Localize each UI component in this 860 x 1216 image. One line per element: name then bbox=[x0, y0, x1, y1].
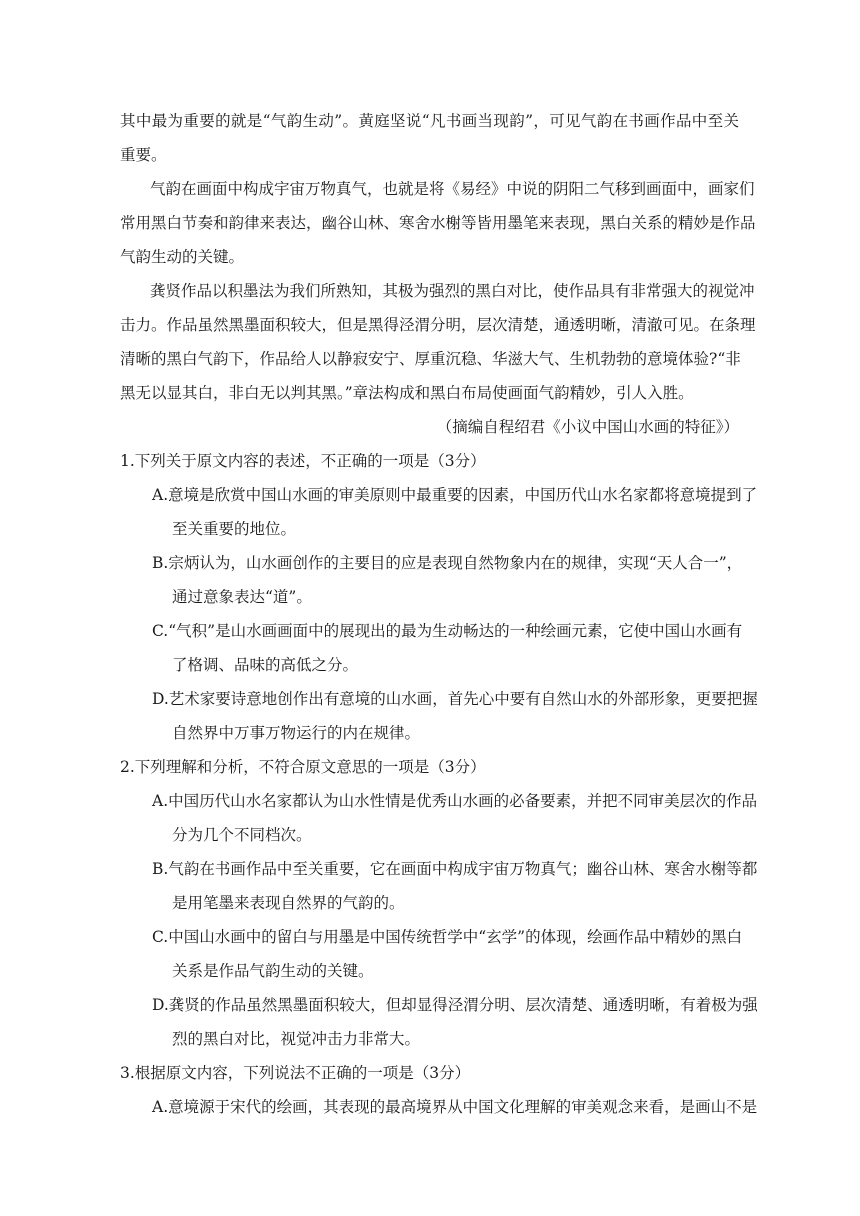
passage-p3-line3: 清晰的黑白气韵下，作品给人以静寂安宁、厚重沉稳、华滋大气、生机勃勃的意境体验?“非 bbox=[120, 350, 741, 368]
question-2-option-d-line1: D.龚贤的作品虽然黑墨面积较大，但却显得泾渭分明、层次清楚、通透明晰，有着极为强 bbox=[152, 996, 758, 1014]
question-1-option-c-line1: C.“气积”是山水画画面中的展现出的最为生动畅达的一种绘画元素，它使中国山水画有 bbox=[152, 622, 743, 640]
question-1-option-b-line2: 通过意象表达“道”。 bbox=[172, 588, 312, 606]
passage-p2-line3: 气韵生动的关键。 bbox=[120, 248, 245, 266]
question-2-option-b-line2: 是用笔墨来表现自然界的气韵的。 bbox=[172, 894, 405, 912]
question-2-option-a-line1: A.中国历代山水名家都认为山水性情是优秀山水画的必备要素，并把不同审美层次的作品 bbox=[152, 792, 758, 810]
passage-p3-line1: 龚贤作品以积墨法为我们所熟知，其极为强烈的黑白对比，使作品具有非常强大的视觉冲 bbox=[150, 282, 755, 300]
passage-p3-line4: 黑无以显其白，非白无以判其黑。”章法构成和黑白布局使画面气韵精妙，引人入胜。 bbox=[120, 384, 694, 402]
question-2-option-d-line2: 烈的黑白对比，视觉冲击力非常大。 bbox=[172, 1030, 421, 1048]
passage-p2-line1: 气韵在画面中构成宇宙万物真气，也就是将《易经》中说的阴阳二气移到画面中，画家们 bbox=[150, 180, 755, 198]
question-3-stem: 3.根据原文内容，下列说法不正确的一项是（3分） bbox=[120, 1064, 471, 1082]
question-1-option-d-line2: 自然界中万事万物运行的内在规律。 bbox=[172, 724, 421, 742]
question-3-option-a-line1: A.意境源于宋代的绘画，其表现的最高境界从中国文化理解的审美观念来看，是画山不是 bbox=[152, 1098, 758, 1116]
passage-p2-line2: 常用黑白节奏和韵律来表达，幽谷山林、寒舍水榭等皆用墨笔来表现，黑白关系的精妙是作品 bbox=[120, 214, 756, 232]
source-citation: （摘编自程绍君《小议中国山水画的特征》） bbox=[436, 418, 739, 436]
passage-p1-line2: 重要。 bbox=[120, 146, 167, 164]
question-1-option-b-line1: B.宗炳认为，山水画创作的主要目的应是表现自然物象内在的规律，实现“天人合一”， bbox=[152, 554, 743, 572]
question-1-option-a-line2: 至关重要的地位。 bbox=[172, 520, 297, 538]
question-1-option-d-line1: D.艺术家要诗意地创作出有意境的山水画，首先心中要有自然山水的外部形象，更要把握 bbox=[152, 690, 758, 708]
question-1-option-c-line2: 了格调、品味的高低之分。 bbox=[172, 656, 359, 674]
question-1-option-a-line1: A.意境是欣赏中国山水画的审美原则中最重要的因素，中国历代山水名家都将意境提到了 bbox=[152, 486, 758, 504]
question-2-option-c-line1: C.中国山水画中的留白与用墨是中国传统哲学中“玄学”的体现，绘画作品中精妙的黑白 bbox=[152, 928, 743, 946]
question-2-option-c-line2: 关系是作品气韵生动的关键。 bbox=[172, 962, 374, 980]
question-2-option-a-line2: 分为几个不同档次。 bbox=[172, 826, 312, 844]
passage-p1-line1: 其中最为重要的就是“气韵生动”。黄庭坚说“凡书画当现韵”，可见气韵在书画作品中至关 bbox=[120, 112, 739, 130]
question-2-stem: 2.下列理解和分析，不符合原文意思的一项是（3分） bbox=[120, 758, 486, 776]
passage-p3-line2: 击力。作品虽然黑墨面积较大，但是黑得泾渭分明，层次清楚，通透明晰，清澈可见。在条理 bbox=[120, 316, 756, 334]
question-1-stem: 1.下列关于原文内容的表述，不正确的一项是（3分） bbox=[120, 452, 486, 470]
question-2-option-b-line1: B.气韵在书画作品中至关重要，它在画面中构成宇宙万物真气；幽谷山林、寒舍水榭等都 bbox=[152, 860, 758, 878]
